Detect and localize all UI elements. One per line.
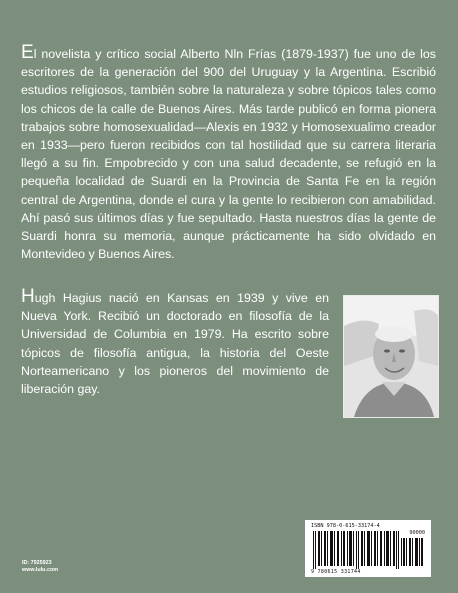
- drop-cap: H: [21, 286, 35, 307]
- drop-cap: E: [21, 42, 34, 63]
- publisher-url: www.lulu.com: [22, 567, 59, 573]
- author-bio-text: l novelista y crítico social Alberto Nln Frías (1879-1937) fue uno de los escritores de la generación del 900 del Uruguay y la Argentina. Escribió estudios religiosos, también sobre la naturaleza y sobre tópicos tales como los chicos de la calle de Buenos Aires. Más tarde publicó en forma pionera trabajos sobre homosexualidad—Alexis en 1932 y Homosexualimo creador en 1933—pero fueron recibidos con tal hostilidad que su carrera literaria llegó a su fin. Empobrecido y con una salud decadente, se refugió en la pequeña localidad de Suardi en la Provincia de Santa Fe en la región central de Argentina, donde el cura y la gente lo recibieron con amabilidad. Ahí pasó sus últimos días y fue sepultado. Hasta nuestros días la gente de Suardi honra su memoria, aunque prácticamente ha sido olvidado en Montevideo y Buenos Aires.: [21, 47, 436, 262]
- publisher-id: ID: 7925923: [22, 560, 52, 566]
- barcode-bars-icon: [311, 529, 425, 569]
- author-portrait-photo: [343, 295, 439, 418]
- price-code: 90000: [409, 530, 425, 536]
- isbn-barcode: [305, 520, 431, 577]
- translator-bio-text: ugh Hagius nació en Kansas en 1939 y vive en Nueva York. Recibió un doctorado en filosofía de la Universidad de Columbia en 1979. Ha escrito sobre tópicos de filosofía antigua, la historia del Oeste Norteamericano y los pioneros del movimiento de liberación gay.: [21, 291, 329, 397]
- translator-bio-paragraph: [21, 286, 329, 398]
- barcode-digits: 9 780615 331744: [311, 569, 361, 575]
- isbn-label: ISBN 978-0-615-33174-4: [311, 523, 380, 529]
- publisher-info: [22, 560, 58, 574]
- author-portrait-icon: [344, 296, 438, 417]
- author-bio-paragraph: [21, 42, 436, 263]
